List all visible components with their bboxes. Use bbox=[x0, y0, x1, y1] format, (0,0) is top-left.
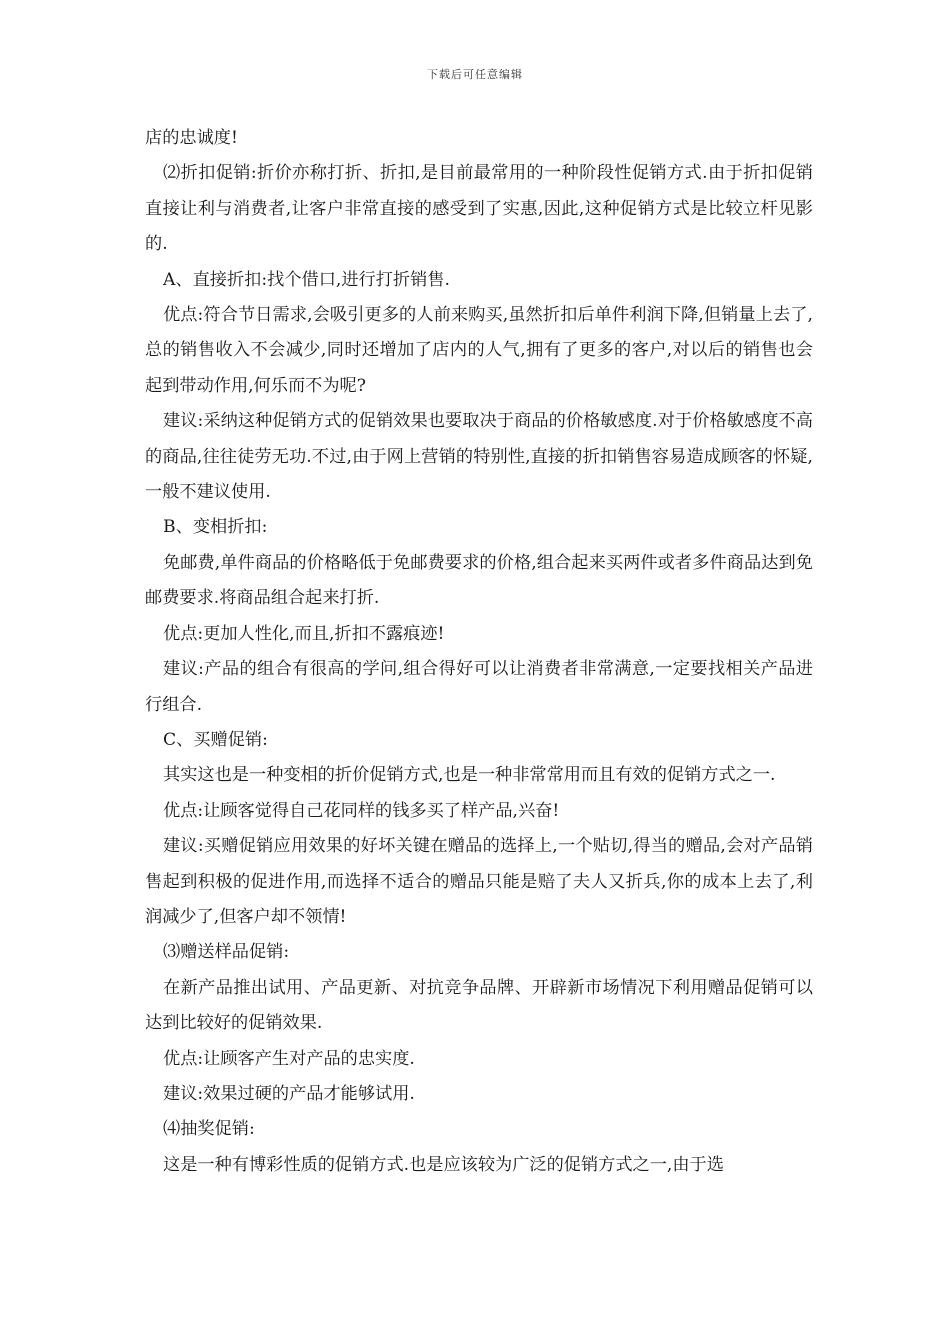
page-header: 下载后可任意编辑 bbox=[427, 68, 523, 81]
paragraph: 建议:产品的组合有很高的学问,组合得好可以让消费者非常满意,一定要找相关产品进行组合. bbox=[145, 659, 813, 715]
paragraph: 这是一种有博彩性质的促销方式.也是应该较为广泛的促销方式之一,由于选 bbox=[163, 1154, 724, 1175]
paragraph: 优点:让顾客觉得自己花同样的钱多买了样产品,兴奋! bbox=[163, 800, 560, 821]
paragraph: 优点:更加人性化,而且,折扣不露痕迹! bbox=[163, 623, 445, 644]
paragraph: 建议:效果过硬的产品才能够试用. bbox=[163, 1083, 415, 1104]
paragraph: 优点:符合节日需求,会吸引更多的人前来购买,虽然折扣后单件利润下降,但销量上去了,总的销售收入不会减少,同时还增加了店内的人气,拥有了更多的客户,对以后的销售也会起到带动作用,何乐而不为呢? bbox=[145, 305, 813, 396]
paragraph: ⑶赠送样品促销: bbox=[163, 942, 290, 963]
paragraph: A、直接折扣:找个借口,进行打折销售. bbox=[163, 269, 450, 290]
paragraph: 其实这也是一种变相的折价促销方式,也是一种非常常用而且有效的促销方式之一. bbox=[163, 765, 776, 786]
document-body bbox=[145, 121, 813, 1183]
paragraph: 在新产品推出试用、产品更新、对抗竞争品牌、开辟新市场情况下利用赠品促销可以达到比较好的促销效果. bbox=[145, 977, 813, 1034]
paragraph: ⑵折扣促销:折价亦称打折、折扣,是目前最常用的一种阶段性促销方式.由于折扣促销直接让利与消费者,让客户非常直接的感受到了实惠,因此,这种促销方式是比较立杆见影的. bbox=[145, 163, 813, 255]
paragraph: B、变相折扣: bbox=[163, 517, 268, 538]
paragraph: 优点:让顾客产生对产品的忠实度. bbox=[163, 1048, 415, 1069]
paragraph: 建议:采纳这种促销方式的促销效果也要取决于商品的价格敏感度.对于价格敏感度不高的商品,往往徒劳无功.不过,由于网上营销的特别性,直接的折扣销售容易造成顾客的怀疑,一般不建议使用. bbox=[145, 411, 813, 503]
paragraph: 店的忠诚度! bbox=[145, 128, 238, 148]
paragraph: ⑷抽奖促销: bbox=[163, 1119, 255, 1140]
paragraph: C、买赠促销: bbox=[163, 729, 268, 750]
paragraph: 免邮费,单件商品的价格略低于免邮费要求的价格,组合起来买两件或者多件商品达到免邮费要求.将商品组合起来打折. bbox=[145, 552, 813, 609]
paragraph: 建议:买赠促销应用效果的好坏关键在赠品的选择上,一个贴切,得当的赠品,会对产品销售起到积极的促进作用,而选择不适合的赠品只能是赔了夫人又折兵,你的成本上去了,利润减少了,但客户却不领情! bbox=[145, 836, 813, 927]
